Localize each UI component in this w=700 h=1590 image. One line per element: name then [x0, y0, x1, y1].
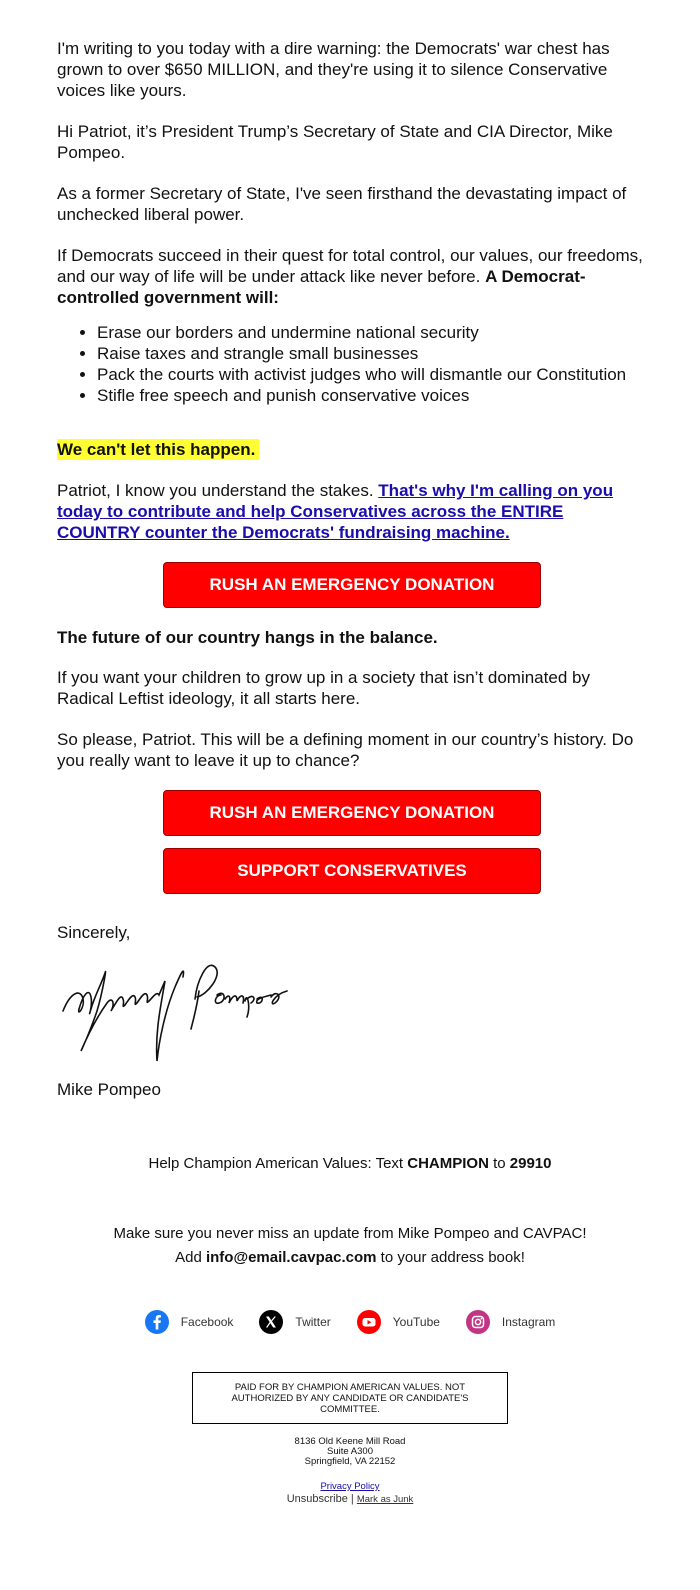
- privacy-policy-link[interactable]: Privacy Policy: [320, 1481, 380, 1492]
- instagram-icon: [466, 1310, 490, 1334]
- paid-for-disclaimer: PAID FOR BY CHAMPION AMERICAN VALUES. NOT AUTHORIZED BY ANY CANDIDATE OR CANDIDATE'S COMMITTEE.: [192, 1372, 508, 1424]
- address-book-add: [0, 1246, 700, 1270]
- mark-as-junk-link[interactable]: Mark as Junk: [356, 1494, 414, 1505]
- youtube-link[interactable]: [357, 1310, 440, 1334]
- signature-image: [57, 951, 647, 1073]
- facebook-label: Facebook: [180, 1315, 234, 1329]
- instagram-link[interactable]: [466, 1310, 555, 1334]
- sms-prefix: Help Champion American Values: Text: [148, 1155, 408, 1172]
- paragraph-experience: As a former Secretary of State, I've seen firsthand the devastating impact of unchecked liberal power.: [57, 184, 627, 224]
- sincerely: Sincerely,: [57, 923, 131, 942]
- threat-text: If Democrats succeed in their quest for total control, our values, our freedoms, and our way of life will be under attack like never before.: [57, 246, 643, 286]
- address-line-1: 8136 Old Keene Mill Road: [294, 1436, 406, 1447]
- paragraph-warning: I'm writing to you today with a dire warning: the Democrats' war chest has grown to over $650 MILLION, and they're using it to silence Conservative voices like yours.: [57, 39, 610, 100]
- sms-keyword: CHAMPION: [407, 1155, 489, 1172]
- sms-signup: [0, 1154, 700, 1174]
- list-item: • Raise taxes and strangle small businesses: [97, 343, 647, 364]
- x-twitter-icon: [259, 1310, 283, 1334]
- footer-links: [0, 1481, 700, 1506]
- donate-button-2[interactable]: RUSH AN EMERGENCY DONATION: [163, 790, 541, 836]
- donate-button-1[interactable]: RUSH AN EMERGENCY DONATION: [163, 562, 541, 608]
- stakes-text: Patriot, I know you understand the stakes.: [57, 481, 379, 500]
- add-prefix: Add: [175, 1249, 206, 1266]
- support-conservatives-button[interactable]: SUPPORT CONSERVATIVES: [163, 848, 541, 894]
- unsubscribe-link[interactable]: Unsubscribe: [286, 1493, 348, 1505]
- paragraph-children: If you want your children to grow up in a society that isn’t dominated by Radical Leftist ideology, it all starts here.: [57, 668, 590, 708]
- social-links: [0, 1310, 700, 1334]
- paragraph-chance: So please, Patriot. This will be a defining moment in our country’s history. Do you really want to leave it up to chance?: [57, 730, 634, 770]
- facebook-link[interactable]: [145, 1310, 234, 1334]
- sms-mid: to: [488, 1155, 510, 1172]
- highlight-line: [57, 439, 647, 460]
- sms-number: 29910: [509, 1155, 552, 1172]
- paragraph-intro: Hi Patriot, it’s President Trump’s Secretary of State and CIA Director, Mike Pompeo.: [57, 122, 613, 162]
- email-body: [57, 38, 647, 1120]
- footer: [0, 1154, 700, 1506]
- threat-list: [57, 322, 647, 406]
- list-item: • Pack the courts with activist judges who will dismantle our Constitution: [97, 364, 647, 385]
- address-book-line: Make sure you never miss an update from Mike Pompeo and CAVPAC!: [113, 1225, 587, 1242]
- paragraph-stakes: [57, 480, 647, 543]
- address-line-3: Springfield, VA 22152: [304, 1456, 396, 1467]
- footer-separator: |: [347, 1493, 357, 1505]
- address-book-note: [0, 1222, 700, 1270]
- instagram-label: Instagram: [501, 1315, 556, 1329]
- signature-graphic: [57, 951, 307, 1066]
- youtube-icon: [357, 1310, 381, 1334]
- threat-bold: A Democrat-controlled government will:: [57, 267, 586, 307]
- future-heading: The future of our country hangs in the balance.: [57, 628, 438, 647]
- sender-name: Mike Pompeo: [57, 1080, 161, 1099]
- add-suffix: to your address book!: [376, 1249, 525, 1266]
- highlight-text: We can't let this happen.: [57, 439, 259, 460]
- facebook-icon: [145, 1310, 169, 1334]
- youtube-label: YouTube: [392, 1315, 440, 1329]
- twitter-label: Twitter: [295, 1315, 331, 1329]
- list-item: • Erase our borders and undermine national security: [97, 322, 647, 343]
- sender-email: info@email.cavpac.com: [205, 1249, 377, 1266]
- list-item: • Stifle free speech and punish conservative voices: [97, 385, 647, 406]
- contribute-link[interactable]: That's why I'm calling on you today to contribute and help Conservatives across the ENTIRE COUNTRY counter the Democrats' fundraising machine.: [57, 481, 614, 542]
- mailing-address: [0, 1437, 700, 1467]
- address-line-2: Suite A300: [327, 1446, 373, 1457]
- twitter-link[interactable]: [259, 1310, 330, 1334]
- paragraph-threat: [57, 245, 647, 308]
